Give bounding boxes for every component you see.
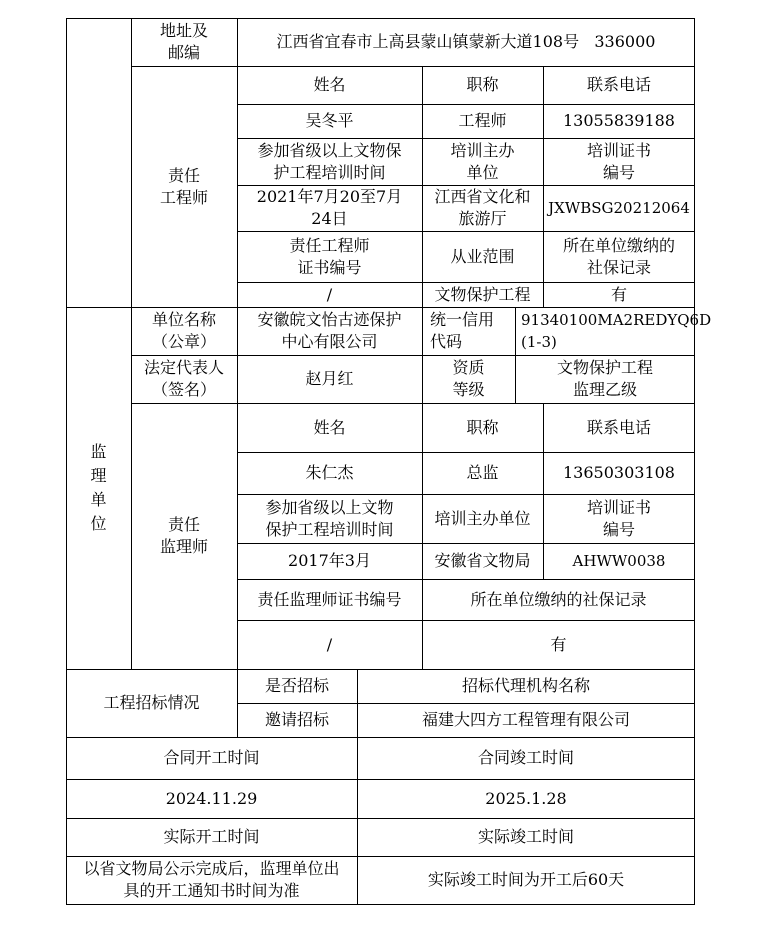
engineer-train-org-label: 培训主办 单位 xyxy=(450,140,515,182)
supervisor-header-title: 职称 xyxy=(466,417,499,437)
supervisor-social: 有 xyxy=(550,634,567,654)
engineer-train-cert-label: 培训证书 编号 xyxy=(586,140,651,182)
agency: 福建大四方工程管理有限公司 xyxy=(421,710,630,729)
engineer-phone: 13055839188 xyxy=(563,111,675,130)
engineer-social: 有 xyxy=(610,284,627,304)
engineer-scope-label: 从业范围 xyxy=(450,246,515,266)
engineer-train-time: 2021年7月20至7月 24日 xyxy=(256,187,403,228)
supervisor-title: 总监 xyxy=(466,463,499,482)
supervisor-train-time-label: 参加省级以上文物 保护工程培训时间 xyxy=(265,497,394,539)
contract-end-label: 合同竣工时间 xyxy=(477,748,574,767)
engineer-header-name: 姓名 xyxy=(313,75,346,94)
supervisor-train-cert-label: 培训证书 编号 xyxy=(586,497,651,539)
supervisor-phone: 13650303108 xyxy=(563,463,675,482)
contract-start-label: 合同开工时间 xyxy=(163,748,260,767)
supervisor-train-time: 2017年3月 xyxy=(288,551,371,570)
engineer-cert-no-label: 责任工程师 证书编号 xyxy=(289,235,370,277)
actual-end: 实际竣工时间为开工后60天 xyxy=(427,870,625,889)
legal-rep-label: 法定代表人 （签名） xyxy=(143,358,224,399)
grid-line xyxy=(66,904,695,905)
actual-end-label: 实际竣工时间 xyxy=(477,827,574,846)
engineer-title: 工程师 xyxy=(458,111,507,130)
supervisor-train-cert: AHWW0038 xyxy=(572,552,666,570)
credit-code: 91340100MA2REDYQ6D (1-3) xyxy=(521,311,712,351)
supervisor-label: 责任 监理师 xyxy=(159,515,208,556)
agency-label: 招标代理机构名称 xyxy=(461,676,590,695)
supervisor-header-phone: 联系电话 xyxy=(586,417,651,437)
engineer-train-cert: JXWBSG20212064 xyxy=(548,199,690,217)
address-label: 地址及 邮编 xyxy=(159,21,208,62)
engineer-train-time-label: 参加省级以上文物保 护工程培训时间 xyxy=(257,140,402,182)
engineer-header-phone: 联系电话 xyxy=(586,75,651,94)
supervisor-cert-no: / xyxy=(326,634,333,654)
credit-code-label: 统一信用 代码 xyxy=(430,310,495,351)
contract-start: 2024.11.29 xyxy=(165,788,258,808)
is-bid-label: 是否招标 xyxy=(264,676,329,695)
bidding-label: 工程招标情况 xyxy=(103,693,200,712)
unit-name: 安徽皖文怡古迹保护 中心有限公司 xyxy=(257,310,402,351)
supervision-section-label: 监 理 单 位 xyxy=(90,442,107,533)
actual-start: 以省文物局公示完成后，监理单位出 具的开工通知书时间为准 xyxy=(83,859,340,900)
contract-end: 2025.1.28 xyxy=(485,788,567,808)
engineer-social-label: 所在单位缴纳的 社保记录 xyxy=(562,235,675,277)
supervisor-social-label: 所在单位缴纳的社保记录 xyxy=(470,589,647,609)
qualification-label: 资质 等级 xyxy=(452,358,485,399)
engineer-cert-no: / xyxy=(326,284,333,304)
supervisor-train-org-label: 培训主办单位 xyxy=(434,508,531,528)
engineer-section-label: 责任 工程师 xyxy=(159,165,208,207)
qualification: 文物保护工程 监理乙级 xyxy=(556,358,653,399)
legal-rep: 赵月红 xyxy=(305,369,354,388)
supervisor-cert-no-label: 责任监理师证书编号 xyxy=(257,589,402,609)
engineer-header-title: 职称 xyxy=(466,75,499,94)
supervisor-train-org: 安徽省文物局 xyxy=(434,551,531,570)
supervisor-header-name: 姓名 xyxy=(313,417,346,437)
supervisor-name: 朱仁杰 xyxy=(305,463,354,482)
engineer-scope: 文物保护工程 xyxy=(434,284,531,304)
engineer-train-org: 江西省文化和 旅游厅 xyxy=(434,187,531,228)
address-value: 江西省宜春市上高县蒙山镇蒙新大道108号 336000 xyxy=(276,32,656,51)
is-bid: 邀请招标 xyxy=(264,710,329,729)
engineer-name: 吴冬平 xyxy=(305,111,354,130)
actual-start-label: 实际开工时间 xyxy=(163,827,260,846)
unit-name-label: 单位名称 （公章） xyxy=(151,310,216,351)
